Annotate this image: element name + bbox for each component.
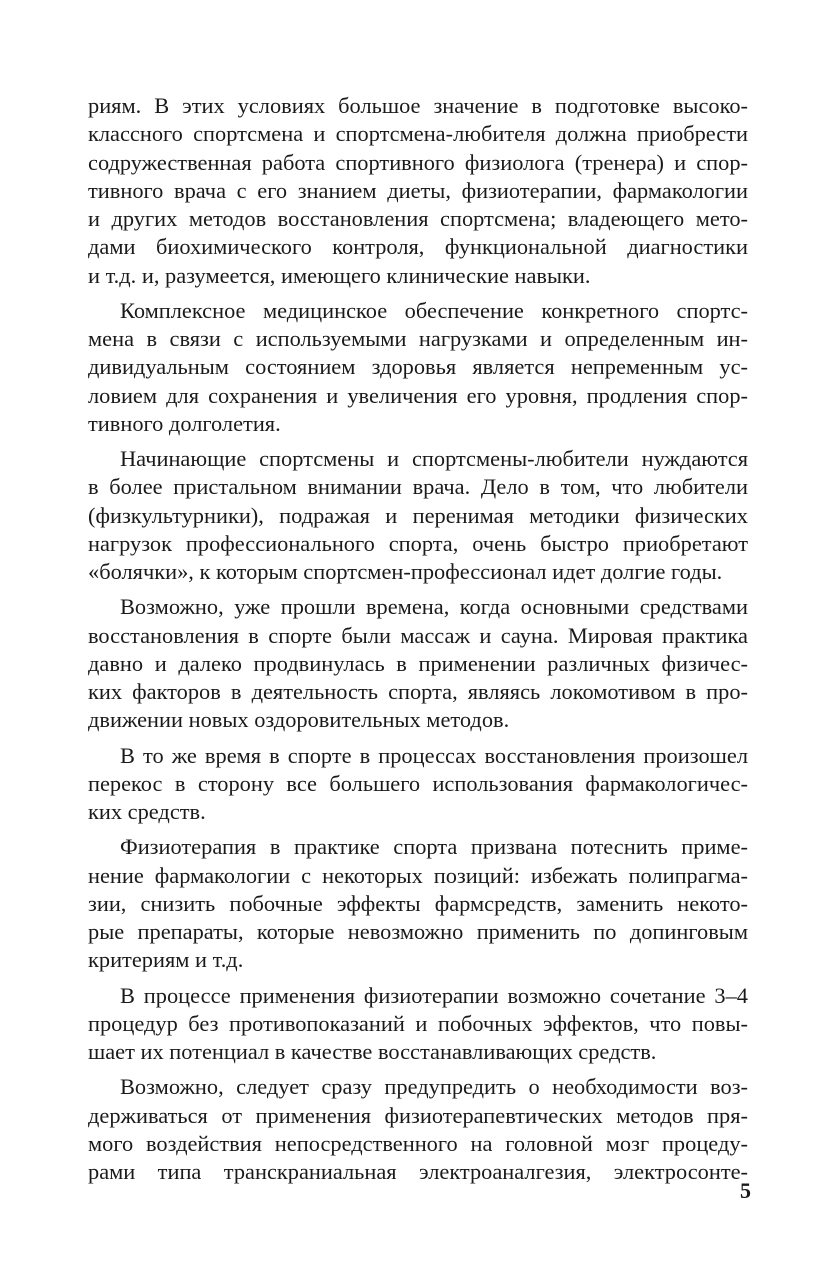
text-line: и других методов восстановления спортсмена; владеющего мето- [88, 206, 748, 231]
paragraph [88, 833, 748, 974]
text-line: движении новых оздоровительных методов. [88, 707, 510, 733]
text-line: рами типа транскраниальная электроаналгезия, электросонте- [88, 1159, 748, 1184]
page-body-text [88, 92, 748, 1193]
text-line: «болячки», к которым спортсмен-профессионал идет долгие годы. [88, 559, 723, 584]
paragraph [88, 593, 748, 734]
text-line: В процессе применения физиотерапии возможно сочетание 3–4 [120, 982, 748, 1008]
paragraph [88, 982, 748, 1067]
text-line: нагрузок профессионального спорта, очень быстро приобретают [88, 530, 748, 556]
text-line: содружественная работа спортивного физиолога (тренера) и спор- [88, 149, 748, 175]
text-line: в более пристальном внимании врача. Дело в том, что любители [88, 474, 748, 500]
text-line: дивидуальным состоянием здоровья является непременным ус- [88, 354, 748, 380]
text-line: и т.д. и, разумеется, имеющего клинические навыки. [88, 262, 591, 288]
text-line: Начинающие спортсмены и спортсмены-любители нуждаются [120, 446, 748, 471]
text-line: Комплексное медицинское обеспечение конкретного спортс- [120, 297, 748, 323]
text-line: перекос в сторону все большего использования фармакологичес- [88, 770, 748, 796]
text-line: Возможно, уже прошли времена, когда основными средствами [120, 594, 748, 620]
text-line: Физиотерапия в практике спорта призвана потеснить приме- [120, 834, 748, 860]
text-line: ловием для сохранения и увеличения его уровня, продления спор- [88, 382, 748, 408]
text-line: (физкультурники), подражая и перенимая методики физических [88, 502, 748, 528]
paragraph [88, 297, 748, 438]
text-line: давно и далеко продвинулась в применении различных физичес- [88, 650, 748, 676]
paragraph [88, 92, 748, 290]
paragraph [88, 445, 748, 586]
text-line: держиваться от применения физиотерапевтических методов пря- [88, 1102, 748, 1128]
text-line: классного спортсмена и спортсмена-любителя должна приобрести [88, 121, 748, 147]
text-line: нение фармакологии с некоторых позиций: избежать полипрагма- [88, 862, 748, 888]
text-line: тивного долголетия. [88, 410, 281, 436]
text-line: мена в связи с используемыми нагрузками и определенным ин- [88, 326, 748, 351]
text-line: мого воздействия непосредственного на головной мозг процеду- [88, 1130, 748, 1156]
text-line: процедур без противопоказаний и побочных эффектов, что повы- [88, 1010, 748, 1036]
paragraph [88, 742, 748, 827]
text-line: тивного врача с его знанием диеты, физиотерапии, фармакологии [88, 177, 748, 203]
text-line: ких средств. [88, 799, 206, 824]
text-line: восстановления в спорте были массаж и сауна. Мировая практика [88, 622, 748, 648]
page-number: 5 [740, 1178, 751, 1203]
text-line: критериям и т.д. [88, 947, 244, 973]
paragraph [88, 1073, 748, 1186]
text-line: В то же время в спорте в процессах восстановления произошел [120, 742, 748, 768]
text-line: ких факторов в деятельность спорта, являясь локомотивом в про- [88, 679, 748, 704]
text-line: рые препараты, которые невозможно применить по допинговым [88, 919, 748, 944]
text-line: дами биохимического контроля, функциональной диагностики [88, 234, 748, 260]
text-line: риям. В этих условиях большое значение в подготовке высоко- [88, 93, 748, 118]
text-line: Возможно, следует сразу предупредить о необходимости воз- [120, 1074, 748, 1100]
text-line: зии, снизить побочные эффекты фармсредств, заменить некото- [88, 890, 748, 916]
text-line: шает их потенциал в качестве восстанавливающих средств. [88, 1039, 657, 1064]
